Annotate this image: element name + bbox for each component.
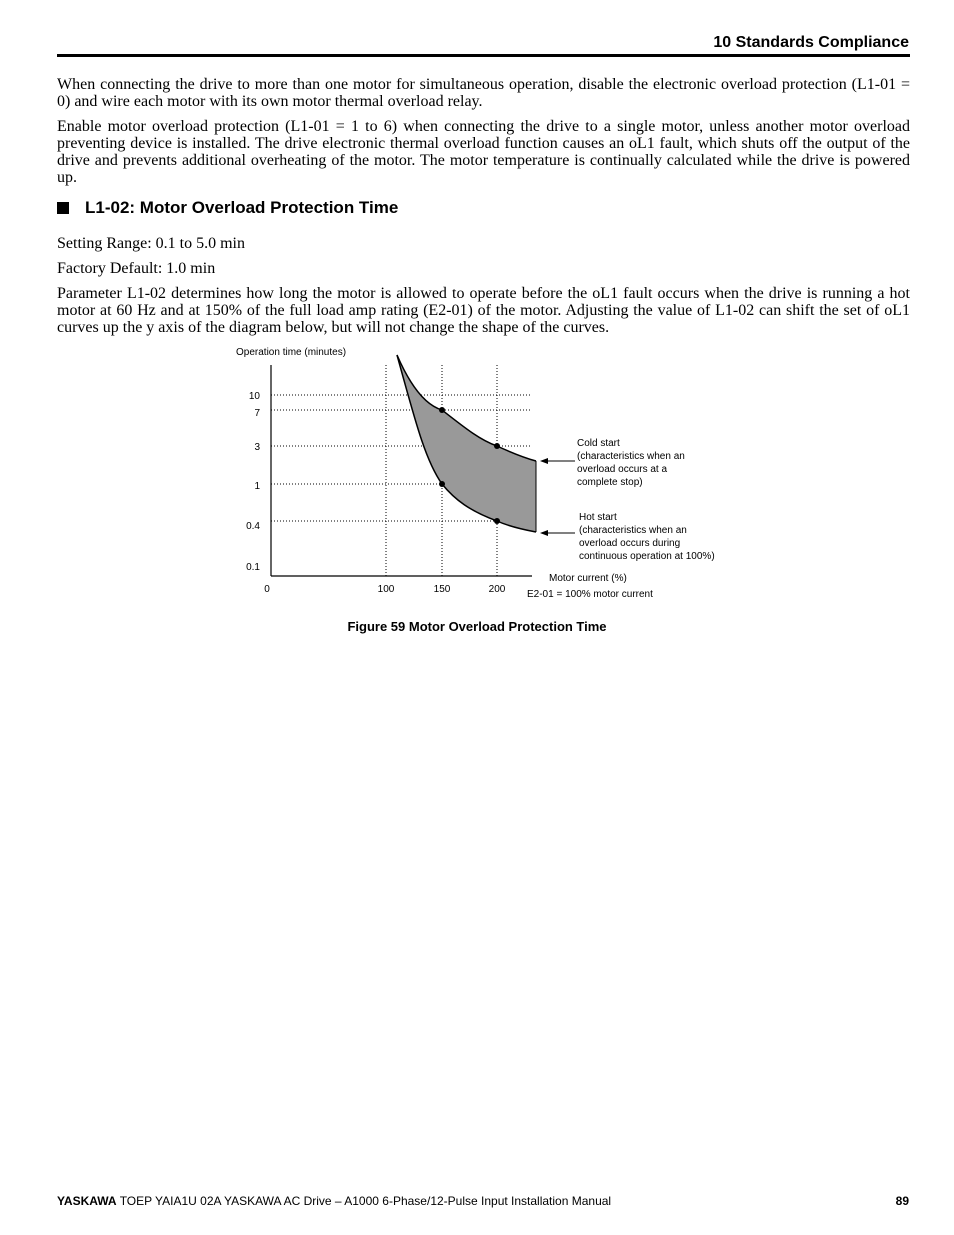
hot-start-desc: continuous operation at 100%): [579, 551, 715, 562]
cold-start-desc: overload occurs at a: [577, 464, 668, 475]
cold-start-annotation: [540, 438, 685, 488]
hot-start-desc: (characteristics when an: [579, 525, 687, 536]
cold-start-desc: (characteristics when an: [577, 451, 685, 462]
y-tick-label: 1: [254, 481, 260, 492]
page-number: 89: [895, 1194, 909, 1208]
y-tick-label: 7: [254, 408, 260, 419]
x-tick-label: 100: [377, 584, 395, 595]
x-tick-label: 200: [488, 584, 506, 595]
data-point-cold-150: [439, 407, 445, 413]
hot-start-annotation: [540, 512, 715, 562]
cold-start-desc: complete stop): [577, 477, 643, 488]
y-tick-label: 10: [248, 391, 260, 402]
hot-start-desc: overload occurs during: [579, 538, 681, 549]
data-point-cold-200: [494, 443, 500, 449]
data-point-hot-150: [439, 481, 445, 487]
setting-range: Setting Range: 0.1 to 5.0 min: [57, 235, 245, 252]
page-header-title: 10 Standards Compliance: [713, 34, 909, 51]
paragraph-single-motor: Enable motor overload protection (L1-01 = 1 to 6) when connecting the drive to a single motor, unless another motor overload preventing device is installed. The drive electronic thermal overload function causes an oL1 fault, which shuts off the output of the drive and prevents additional overheating of the motor. The motor temperature is continually calculated while the drive is powered up.: [57, 118, 910, 186]
footer-text: TOEP YAIA1U 02A YASKAWA AC Drive – A1000 6-Phase/12-Pulse Input Installation Manual: [116, 1194, 612, 1208]
section-heading-text: L1-02: Motor Overload Protection Time: [85, 198, 399, 217]
y-tick-label: 0.1: [246, 562, 260, 573]
x-axis-note: E2-01 = 100% motor current: [527, 589, 653, 600]
footer-brand: YASKAWA: [57, 1194, 117, 1208]
factory-default: Factory Default: 1.0 min: [57, 260, 216, 277]
figure-caption: Figure 59 Motor Overload Protection Time: [347, 619, 607, 634]
data-point-hot-200: [494, 518, 500, 524]
x-tick-label: 150: [433, 584, 451, 595]
cold-start-arrow-icon: [540, 458, 548, 464]
hot-start-arrow-icon: [540, 530, 548, 536]
cold-start-label: Cold start: [577, 438, 620, 449]
x-axis-label: Motor current (%): [549, 573, 627, 584]
hot-start-label: Hot start: [579, 512, 617, 523]
y-tick-label: 0.4: [246, 521, 260, 532]
y-tick-label: 3: [254, 442, 260, 453]
page-footer: [57, 1194, 611, 1208]
x-tick-label: 0: [264, 584, 270, 595]
paragraph-multi-motor: When connecting the drive to more than one motor for simultaneous operation, disable the electronic overload protection (L1-01 = 0) and wire each motor with its own motor thermal overload relay.: [57, 76, 910, 110]
y-axis-label: Operation time (minutes): [236, 347, 347, 358]
paragraph-l1-02-description: Parameter L1-02 determines how long the motor is allowed to operate before the oL1 fault occurs when the drive is running a hot motor at 60 Hz and at 150% of the full load amp rating (E2-01) of the motor. Adjusting the value of L1-02 can shift the set of oL1 curves up the y axis of the diagram below, but will not change the shape of the curves.: [57, 285, 910, 336]
